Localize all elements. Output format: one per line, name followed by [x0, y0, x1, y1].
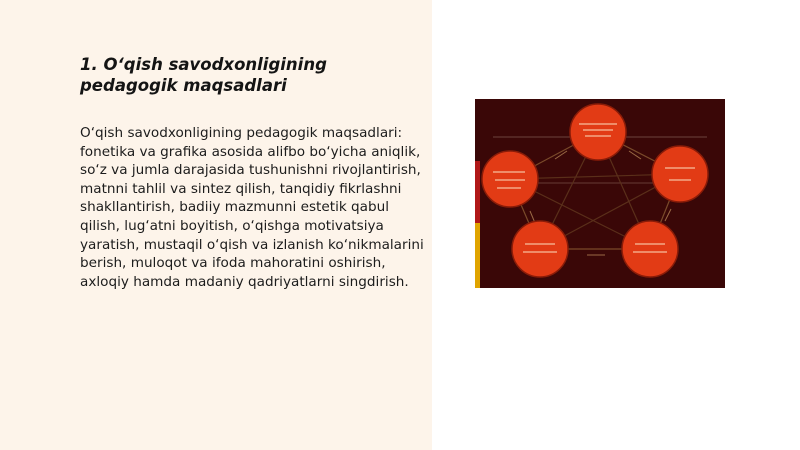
diagram-node-bottom-right	[622, 221, 678, 277]
diagram-graphic	[475, 99, 725, 288]
slide-body-text: O‘qish savodxonligining pedagogik maqsadlari: fonetika va grafika asosida alifbo bo‘yicha aniqlik, so‘z va jumla darajasida tushunishni rivojlantirish, matnni tahlil va sintez qilish, tanqidiy fikrlashni shakllantirish, badiiy mazmunni estetik qabul qilish, lug‘atni boyitish, o‘qishga motivatsiya yaratish, mustaqil o‘qish va izlanish ko‘nikmalarini berish, muloqot va ifoda mahoratini oshirish, axloqiy hamda madaniy qadriyatlarni singdirish.	[80, 125, 424, 290]
diagram-left-strip-red	[475, 161, 480, 223]
diagram-node-top	[570, 104, 626, 160]
pentagon-diagram-image	[475, 99, 725, 288]
diagram-node-right	[652, 146, 708, 202]
diagram-left-strip-yellow	[475, 223, 480, 288]
diagram-node-left	[482, 151, 538, 207]
slide-title: 1. O‘qish savodxonligining pedagogik maqsadlari	[80, 55, 327, 95]
diagram-node-bottom-left	[512, 221, 568, 277]
